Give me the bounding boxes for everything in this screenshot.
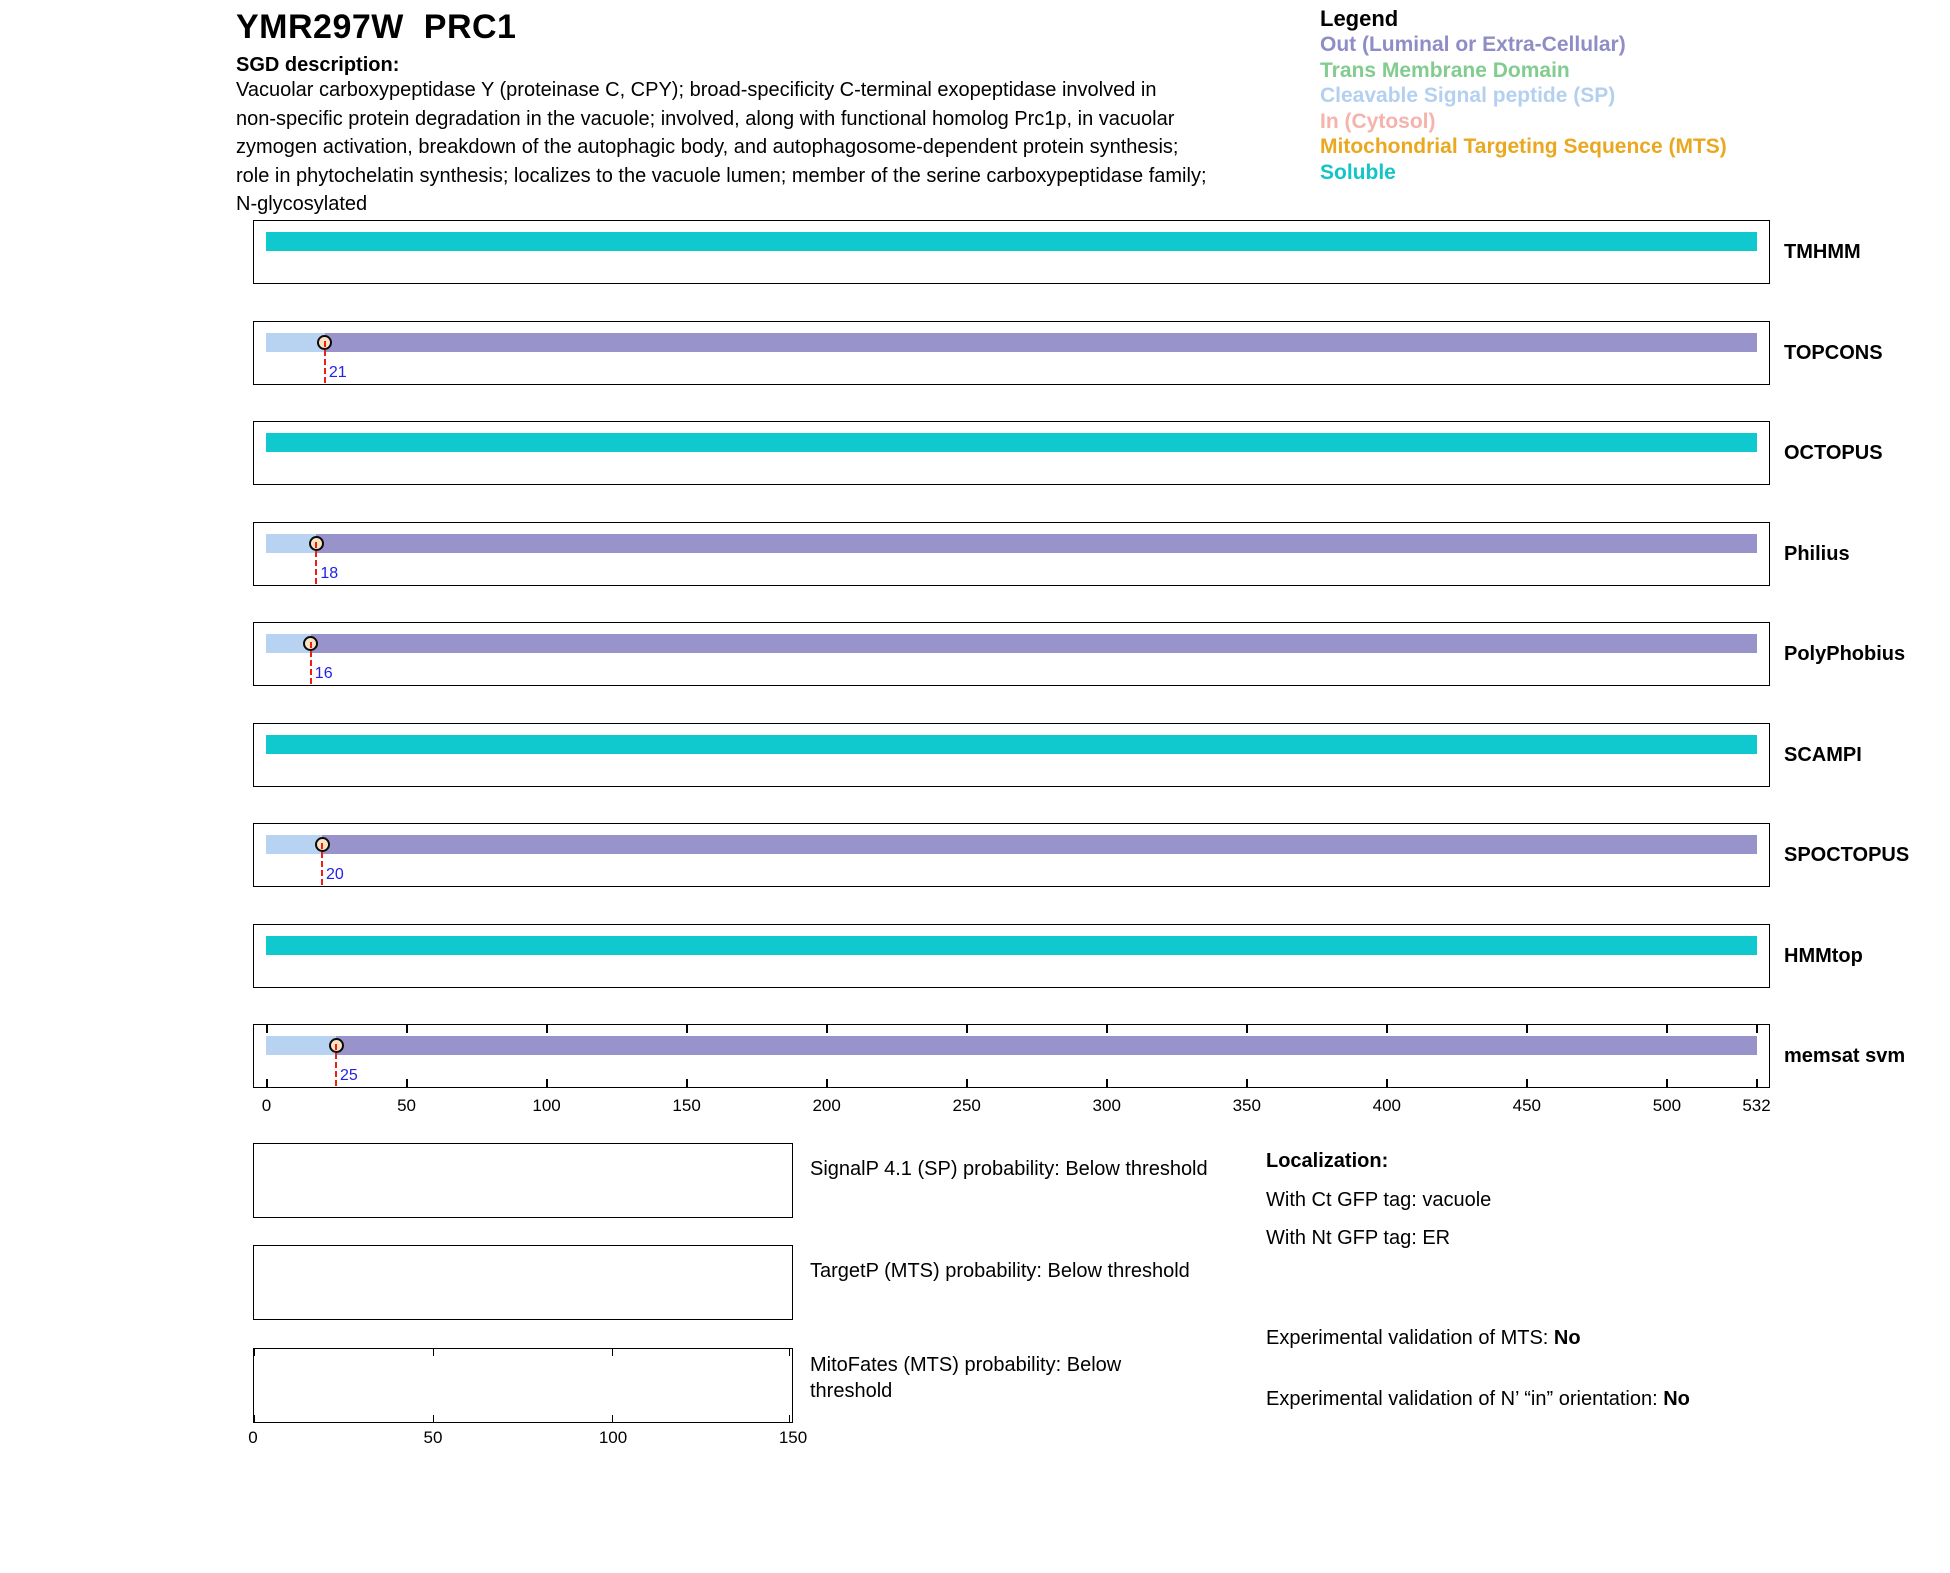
probability-plot-label: SignalP 4.1 (SP) probability: Below threshold bbox=[810, 1158, 1208, 1180]
track-name-label: Philius bbox=[1784, 542, 1850, 565]
segment-signal-peptide bbox=[266, 835, 322, 854]
probability-plot-box bbox=[253, 1348, 793, 1423]
track-box bbox=[253, 1024, 1770, 1088]
axis-tickmark-bottom bbox=[826, 1079, 828, 1087]
axis-tickmark-top bbox=[1666, 1025, 1668, 1033]
segment-soluble bbox=[266, 735, 1757, 754]
page-title: YMR297W PRC1 bbox=[236, 8, 517, 46]
cleavage-dashed-line bbox=[315, 542, 317, 584]
validation-mts-line bbox=[1266, 1327, 1581, 1350]
validation-mts-value: No bbox=[1553, 1327, 1581, 1349]
segment-out bbox=[325, 333, 1757, 352]
axis-tickmark-bottom bbox=[1106, 1079, 1108, 1087]
legend-items bbox=[1320, 32, 1727, 185]
track-bar bbox=[266, 1036, 1757, 1055]
track-box bbox=[253, 321, 1770, 385]
track-name-label: OCTOPUS bbox=[1784, 442, 1883, 464]
axis-tickmark-bottom bbox=[1756, 1079, 1758, 1087]
cleavage-site-value: 20 bbox=[326, 866, 344, 883]
track-bar bbox=[266, 232, 1757, 251]
probability-axis-tick-label: 100 bbox=[598, 1428, 628, 1447]
track-box bbox=[253, 622, 1770, 686]
legend bbox=[1320, 6, 1727, 185]
axis-tickmark-top bbox=[1756, 1025, 1758, 1033]
prob-tickmark-bottom bbox=[433, 1415, 434, 1422]
validation-mts-label: Experimental validation of MTS: bbox=[1266, 1327, 1554, 1349]
track-name-label: SPOCTOPUS bbox=[1784, 844, 1910, 866]
prob-tickmark-top bbox=[254, 1349, 255, 1356]
axis-tick-label: 532 bbox=[1742, 1096, 1771, 1115]
segment-soluble bbox=[266, 936, 1757, 955]
axis-tickmark-bottom bbox=[266, 1079, 268, 1087]
sgd-description-line: role in phytochelatin synthesis; localizes to the vacuole lumen; member of the serine carboxypeptidase family; bbox=[236, 164, 1207, 187]
prob-tickmark-bottom bbox=[254, 1415, 255, 1422]
probability-plot-box bbox=[253, 1143, 793, 1218]
axis-tick-label: 350 bbox=[1232, 1096, 1261, 1115]
probability-axis-tick-label: 150 bbox=[778, 1428, 808, 1447]
validation-orientation-line bbox=[1266, 1388, 1690, 1411]
cleavage-dashed-line bbox=[335, 1044, 337, 1086]
track-box bbox=[253, 924, 1770, 988]
axis-tickmark-top bbox=[1106, 1025, 1108, 1033]
sgd-description-line: Vacuolar carboxypeptidase Y (proteinase C, CPY); broad-specificity C-terminal exopeptidase involved in bbox=[236, 79, 1157, 101]
axis-tickmark-top bbox=[966, 1025, 968, 1033]
track-bar bbox=[266, 835, 1757, 854]
axis-tick-label: 450 bbox=[1512, 1096, 1542, 1115]
axis-tick-label: 150 bbox=[672, 1096, 701, 1115]
axis-tickmark-bottom bbox=[406, 1079, 408, 1087]
probability-axis-tick-label: 50 bbox=[423, 1428, 443, 1447]
track-bar bbox=[266, 735, 1757, 754]
track-box bbox=[253, 220, 1770, 284]
segment-out bbox=[316, 534, 1757, 553]
axis-tickmark-top bbox=[1526, 1025, 1528, 1033]
sgd-description-text bbox=[236, 76, 1207, 219]
axis-tickmark-bottom bbox=[1666, 1079, 1668, 1087]
sgd-description-line: N-glycosylated bbox=[236, 193, 368, 215]
sgd-description-line: non-specific protein degradation in the vacuole; involved, along with functional homolog Prc1p, in vacuolar bbox=[236, 107, 1175, 130]
track-name-label: HMMtop bbox=[1784, 944, 1863, 967]
axis-tickmark-bottom bbox=[1386, 1079, 1388, 1087]
segment-soluble bbox=[266, 232, 1757, 251]
prob-tickmark-top bbox=[789, 1349, 790, 1356]
axis-tickmark-top bbox=[1386, 1025, 1388, 1033]
legend-item: Mitochondrial Targeting Sequence (MTS) bbox=[1320, 135, 1727, 158]
track-name-label: memsat svm bbox=[1784, 1045, 1906, 1067]
legend-item: Out (Luminal or Extra-Cellular) bbox=[1320, 33, 1626, 56]
track-box bbox=[253, 823, 1770, 887]
cleavage-site-value: 25 bbox=[340, 1067, 358, 1084]
cleavage-dashed-line bbox=[321, 843, 323, 885]
legend-item: Soluble bbox=[1320, 160, 1396, 184]
axis-tickmark-top bbox=[686, 1025, 688, 1033]
prob-tickmark-top bbox=[433, 1349, 434, 1356]
localization-title: Localization: bbox=[1266, 1150, 1389, 1172]
probability-plot-label: TargetP (MTS) probability: Below threshold bbox=[810, 1260, 1190, 1282]
axis-tickmark-bottom bbox=[546, 1079, 548, 1087]
legend-item: In (Cytosol) bbox=[1320, 109, 1436, 133]
segment-soluble bbox=[266, 433, 1757, 452]
segment-out bbox=[322, 835, 1757, 854]
segment-out bbox=[311, 634, 1757, 653]
track-name-label: TMHMM bbox=[1784, 241, 1861, 263]
axis-tickmark-bottom bbox=[1526, 1079, 1528, 1087]
axis-tickmark-top bbox=[546, 1025, 548, 1033]
sgd-description-label: SGD description: bbox=[236, 54, 400, 76]
segment-out bbox=[336, 1036, 1757, 1055]
axis-tickmark-bottom bbox=[966, 1079, 968, 1087]
cleavage-site-value: 16 bbox=[314, 665, 333, 682]
track-bar bbox=[266, 534, 1757, 553]
track-name-label: SCAMPI bbox=[1784, 743, 1862, 766]
probability-plot-box bbox=[253, 1245, 793, 1320]
track-bar bbox=[266, 333, 1757, 352]
legend-title: Legend bbox=[1320, 6, 1399, 31]
axis-tick-label: 50 bbox=[397, 1096, 416, 1115]
axis-tickmark-bottom bbox=[686, 1079, 688, 1087]
axis-tick-label: 100 bbox=[532, 1096, 561, 1115]
axis-tickmark-top bbox=[1246, 1025, 1248, 1033]
axis-tick-label: 200 bbox=[812, 1096, 841, 1115]
track-box bbox=[253, 421, 1770, 485]
track-box bbox=[253, 723, 1770, 787]
legend-item: Cleavable Signal peptide (SP) bbox=[1320, 84, 1616, 107]
localization-ct-gfp: With Ct GFP tag: vacuole bbox=[1266, 1189, 1492, 1211]
track-bar bbox=[266, 433, 1757, 452]
axis-tick-label: 300 bbox=[1092, 1096, 1121, 1115]
axis-tickmark-top bbox=[826, 1025, 828, 1033]
axis-tick-label: 400 bbox=[1372, 1096, 1401, 1115]
segment-signal-peptide bbox=[266, 1036, 336, 1055]
prob-tickmark-bottom bbox=[612, 1415, 613, 1422]
probability-axis-tick-label: 0 bbox=[248, 1428, 258, 1447]
axis-tickmark-bottom bbox=[1246, 1079, 1248, 1087]
probability-plot-label: MitoFates (MTS) probability: Below threshold bbox=[810, 1354, 1122, 1402]
validation-orientation-label: Experimental validation of N’ “in” orientation: bbox=[1266, 1388, 1664, 1410]
track-box bbox=[253, 522, 1770, 586]
sgd-description-line: zymogen activation, breakdown of the autophagic body, and autophagosome-dependent protein synthesis; bbox=[236, 136, 1179, 158]
cleavage-dashed-line bbox=[310, 642, 312, 684]
cleavage-dashed-line bbox=[324, 341, 326, 383]
axis-tick-label: 0 bbox=[261, 1096, 272, 1115]
axis-tickmark-top bbox=[266, 1025, 268, 1033]
localization-nt-gfp: With Nt GFP tag: ER bbox=[1266, 1227, 1451, 1249]
cleavage-site-value: 18 bbox=[320, 564, 339, 582]
prob-tickmark-top bbox=[612, 1349, 613, 1356]
track-bar bbox=[266, 634, 1757, 653]
track-name-label: TOPCONS bbox=[1784, 341, 1883, 364]
cleavage-site-value: 21 bbox=[328, 363, 347, 381]
segment-signal-peptide bbox=[266, 333, 325, 352]
axis-tick-label: 250 bbox=[952, 1096, 981, 1115]
prob-tickmark-bottom bbox=[789, 1415, 790, 1422]
validation-orientation-value: No bbox=[1663, 1388, 1690, 1410]
track-bar bbox=[266, 936, 1757, 955]
axis-tick-label: 500 bbox=[1652, 1096, 1682, 1115]
track-name-label: PolyPhobius bbox=[1784, 643, 1906, 665]
axis-tickmark-top bbox=[406, 1025, 408, 1033]
legend-item: Trans Membrane Domain bbox=[1320, 58, 1570, 82]
